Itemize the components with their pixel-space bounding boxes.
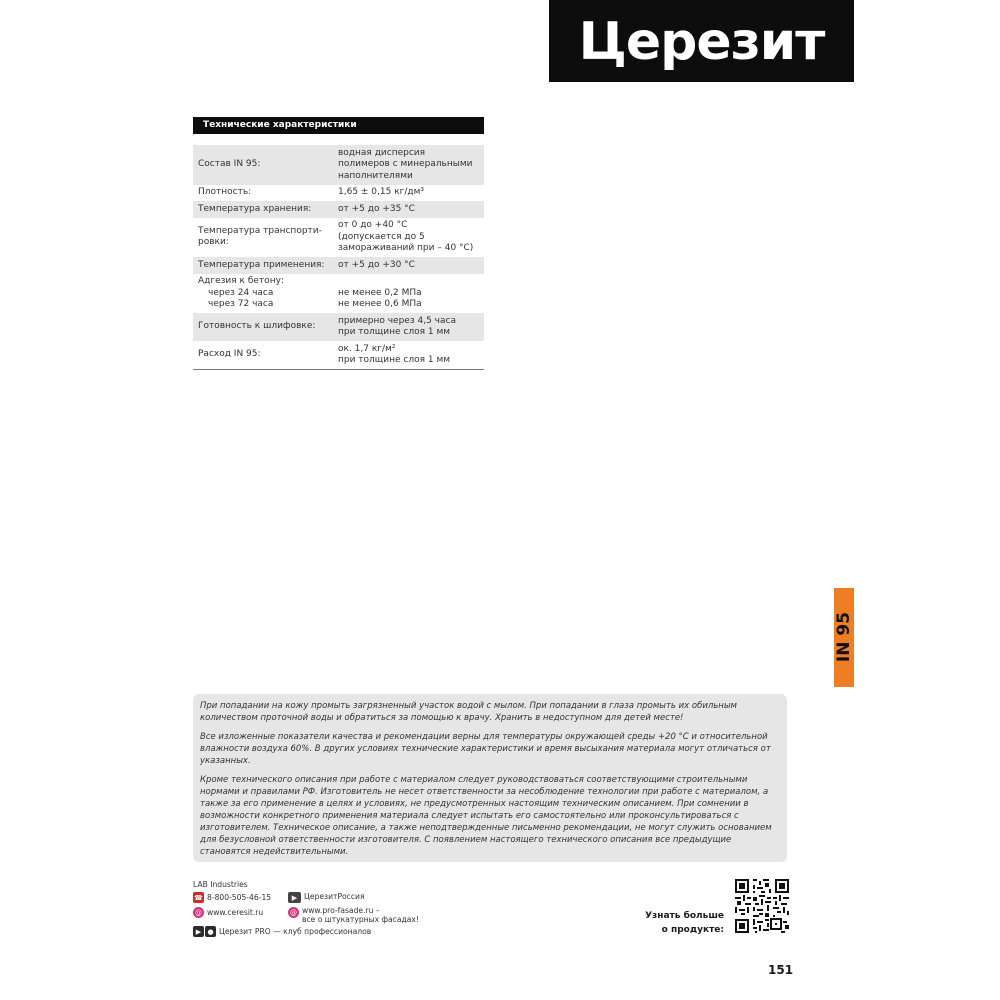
- tech-spec-label-line: Состав IN 95:: [198, 159, 261, 169]
- tech-spec-value-line: от +5 до +35 °C: [338, 203, 415, 214]
- tech-spec-label: [193, 220, 333, 256]
- tech-spec-value-line: 1,65 ± 0,15 кг/дм³: [338, 187, 425, 197]
- tech-spec-row: [193, 257, 484, 274]
- youtube-channel[interactable]: ЦерезитРоссия: [304, 892, 365, 901]
- table-bottom-rule: [193, 369, 484, 370]
- app-promo-text: Церезит PRO — клуб профессионалов: [219, 927, 372, 936]
- tech-spec-label: [193, 259, 333, 272]
- tech-spec-value-line: (допускается до 5: [338, 231, 425, 242]
- product-qr-code[interactable]: [735, 879, 789, 933]
- pro-website-desc: все о штукатурных фасадах!: [302, 914, 419, 924]
- tech-spec-label-line: Готовность к шлифовке:: [198, 321, 316, 332]
- tech-spec-label-line: Плотность:: [198, 187, 252, 197]
- tech-spec-value-line: водная дисперсия: [338, 147, 426, 158]
- brand-logo: [549, 0, 854, 82]
- qr-caption-line: Узнать больше: [645, 911, 724, 921]
- company-name: LAB Industries: [193, 880, 248, 889]
- tech-spec-value-line: примерно через 4,5 часа: [338, 315, 456, 326]
- pro-website-link[interactable]: www.pro-fasade.ru –: [302, 906, 380, 915]
- tech-spec-value: [333, 147, 484, 183]
- app-store-icon[interactable]: ●: [205, 926, 216, 937]
- tech-spec-value-line: не менее 0,2 МПа: [338, 287, 422, 298]
- tech-spec-label: [193, 343, 333, 367]
- tech-spec-row: [193, 274, 484, 314]
- tech-spec-value-line: при толщине слоя 1 мм: [338, 327, 451, 337]
- tech-spec-label-line: через 72 часа: [208, 299, 274, 309]
- notice-paragraph: При попадании на кожу промыть загрязненный участок водой с мылом. При попадании в глаза промыть их обильным количеством проточной воды и обратиться за помощью к врачу. Хранить в недоступном для детей месте!: [200, 701, 737, 723]
- tech-spec-value-line: от 0 до +40 °C: [338, 220, 408, 230]
- tech-spec-value: [333, 203, 484, 216]
- tech-spec-label-line: ровки:: [198, 237, 229, 248]
- web-icon: @: [290, 908, 297, 917]
- tech-spec-value-line: ок. 1,7 кг/м²: [338, 343, 396, 354]
- tech-spec-row: [193, 145, 484, 185]
- tech-specs-table: [193, 145, 484, 370]
- tech-spec-value: [333, 187, 484, 200]
- tech-spec-label: [193, 187, 333, 200]
- tech-spec-value-line: [338, 276, 484, 288]
- product-side-label: IN 95: [834, 611, 854, 663]
- tech-spec-label-line: через 24 часа: [208, 287, 274, 298]
- tech-specs-title: Технические характеристики: [193, 117, 484, 134]
- tech-spec-label: [193, 147, 333, 183]
- qr-caption: [628, 909, 724, 937]
- tech-spec-value: [333, 315, 484, 339]
- youtube-icon: ▶: [288, 892, 301, 903]
- tech-spec-value: [333, 343, 484, 367]
- phone-number[interactable]: 8-800-505-46-15: [207, 893, 272, 902]
- tech-spec-value: [333, 259, 484, 272]
- notice-paragraph: Кроме технического описания при работе с материалом следует руководствоваться соответствующими строительными нормами и правилами РФ. Изготовитель не несет ответственности за несоблюдение технологии при работе с материалом, а также за его применение в целях и условиях, не предусмотренных настоящим техническим описанием. При сомнении в возможности конкретного применения материала следует испытать его самостоятельно или проконсультироваться с изготовителем. Техническое описание, а также неподтвержденные письменно рекомендации, не могут служить основанием для безусловной ответственности изготовителя. С появлением настоящего технического описания все предыдущие становятся недействительными.: [200, 775, 772, 857]
- tech-spec-row: [193, 185, 484, 202]
- tech-spec-label-line: Температура применения:: [198, 259, 325, 270]
- page-number: 151: [768, 963, 794, 977]
- website-link[interactable]: www.ceresit.ru: [207, 908, 264, 917]
- contacts-footer: [193, 879, 493, 940]
- phone-icon: ☎: [194, 893, 203, 902]
- google-play-icon[interactable]: ▶: [193, 926, 204, 937]
- tech-spec-value-line: не менее 0,6 МПа: [338, 299, 422, 309]
- tech-spec-label-line: Адгезия к бетону:: [198, 276, 284, 286]
- tech-spec-label-line: Расход IN 95:: [198, 349, 261, 360]
- tech-spec-value: [333, 276, 484, 312]
- tech-spec-label: [193, 315, 333, 339]
- tech-spec-value-line: наполнителями: [338, 170, 413, 181]
- web-icon: @: [195, 908, 202, 917]
- qr-caption-line: о продукте:: [661, 925, 724, 935]
- tech-spec-value-line: при толщине слоя 1 мм: [338, 355, 451, 365]
- tech-spec-row: [193, 341, 484, 369]
- tech-spec-row: [193, 313, 484, 341]
- tech-spec-row: [193, 218, 484, 258]
- tech-spec-value-line: от +5 до +30 °C: [338, 259, 415, 270]
- tech-spec-label-line: Температура хранения:: [198, 203, 312, 214]
- tech-spec-value: [333, 220, 484, 256]
- notice-paragraph: Все изложенные показатели качества и рекомендации верны для температуры окружающей среды +20 °C и относительной влажности воздуха 60%. В других условиях технические характеристики и время высыхания материала могут отличаться от указанных.: [200, 732, 771, 766]
- brand-logo-text: Церезит: [578, 12, 825, 72]
- tech-spec-value-line: замораживаний при – 40 °C): [338, 243, 474, 253]
- safety-notice-box: [193, 694, 787, 862]
- tech-spec-label: [193, 203, 333, 216]
- tech-spec-row: [193, 201, 484, 218]
- tech-spec-label: [193, 276, 333, 312]
- tech-spec-label-line: Температура транспорти-: [198, 225, 322, 236]
- tech-spec-value-line: полимеров с минеральными: [338, 159, 473, 169]
